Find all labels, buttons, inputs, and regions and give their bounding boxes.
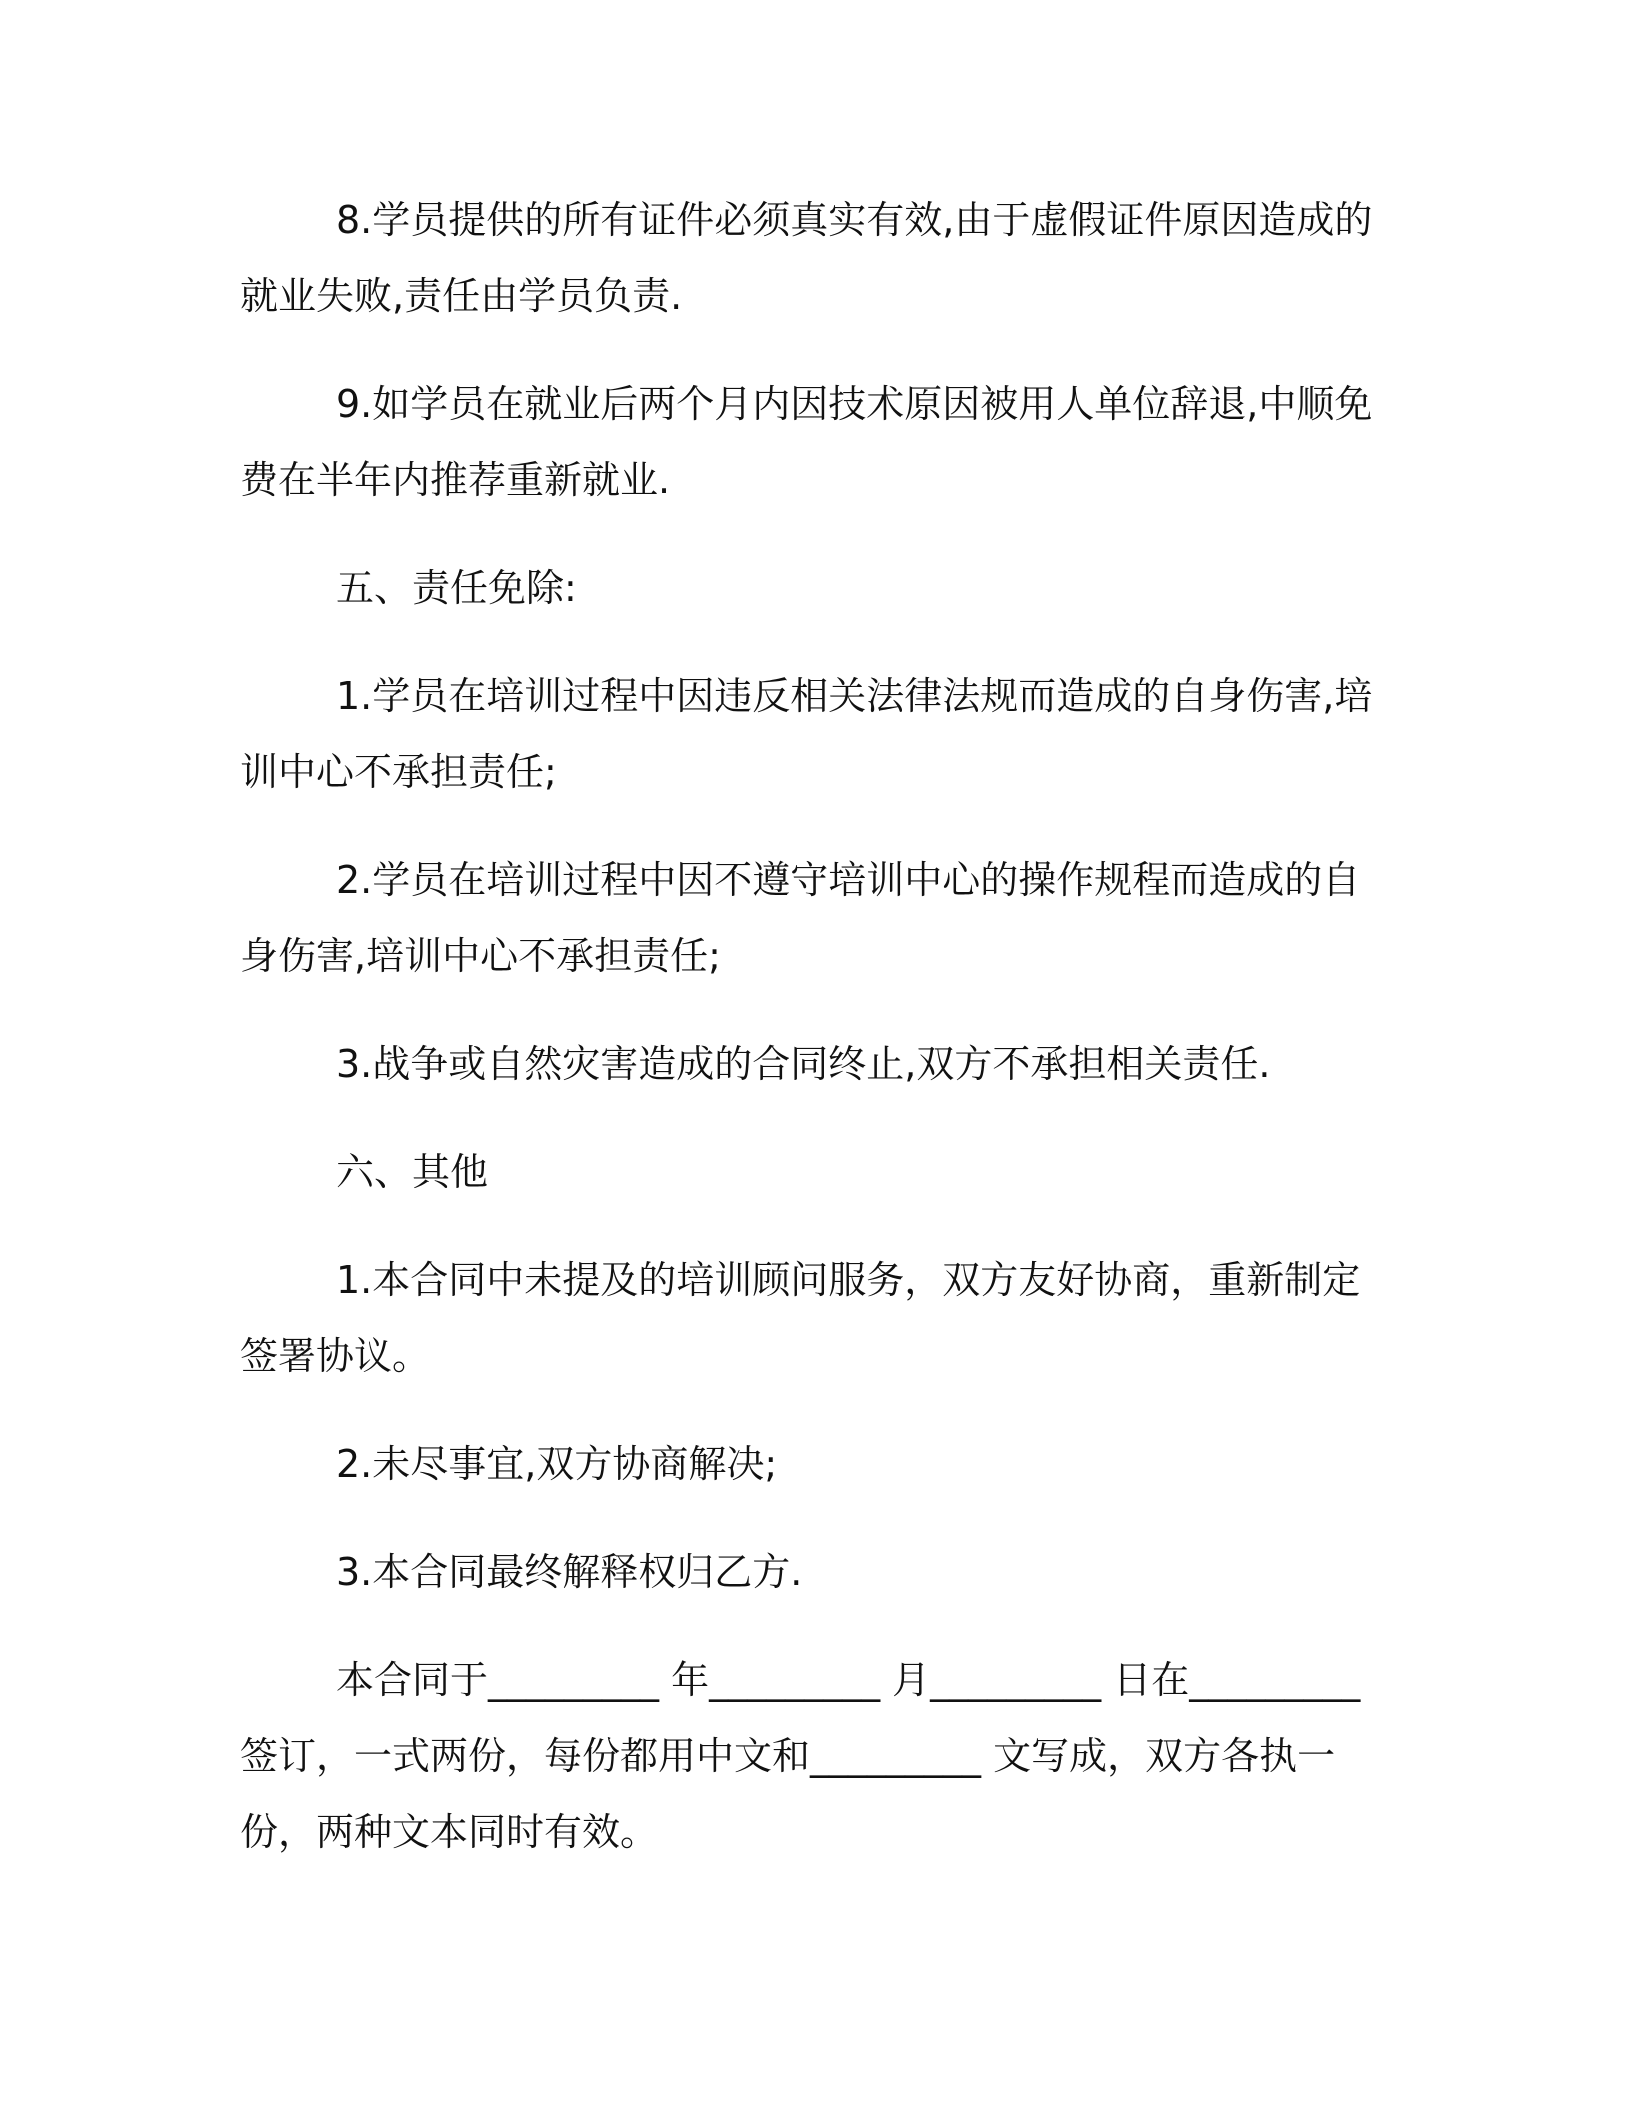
other-3-paragraph: 3.本合同最终解释权归乙方.: [336, 1550, 803, 1594]
exemption-1-paragraph: 1.学员在培训过程中因违反相关法律法规而造成的自身伤害,培训中心不承担责任;: [240, 674, 1373, 794]
other-1-paragraph: 1.本合同中未提及的培训顾问服务，双方友好协商，重新制定签署协议。: [240, 1258, 1361, 1378]
clause-9-paragraph: 9.如学员在就业后两个月内因技术原因被用人单位辞退,中顺免费在半年内推荐重新就业.: [240, 382, 1373, 502]
signing-paragraph: 本合同于_________ 年_________ 月_________ 日在_________ 签订，一式两份，每份都用中文和_________ 文写成，双方各执一份，两种文本同时有效。: [240, 1658, 1361, 1854]
clause-8-paragraph: 8.学员提供的所有证件必须真实有效,由于虚假证件原因造成的就业失败,责任由学员负责.: [240, 198, 1373, 318]
exemption-2-paragraph: 2.学员在培训过程中因不遵守培训中心的操作规程而造成的自身伤害,培训中心不承担责任;: [240, 858, 1361, 978]
section-6-heading: 六、其他: [336, 1150, 489, 1194]
exemption-3-paragraph: 3.战争或自然灾害造成的合同终止,双方不承担相关责任.: [336, 1042, 1271, 1086]
other-2-paragraph: 2.未尽事宜,双方协商解决;: [336, 1442, 778, 1486]
document-body: [240, 182, 1395, 1902]
section-5-heading: 五、责任免除:: [336, 566, 577, 610]
